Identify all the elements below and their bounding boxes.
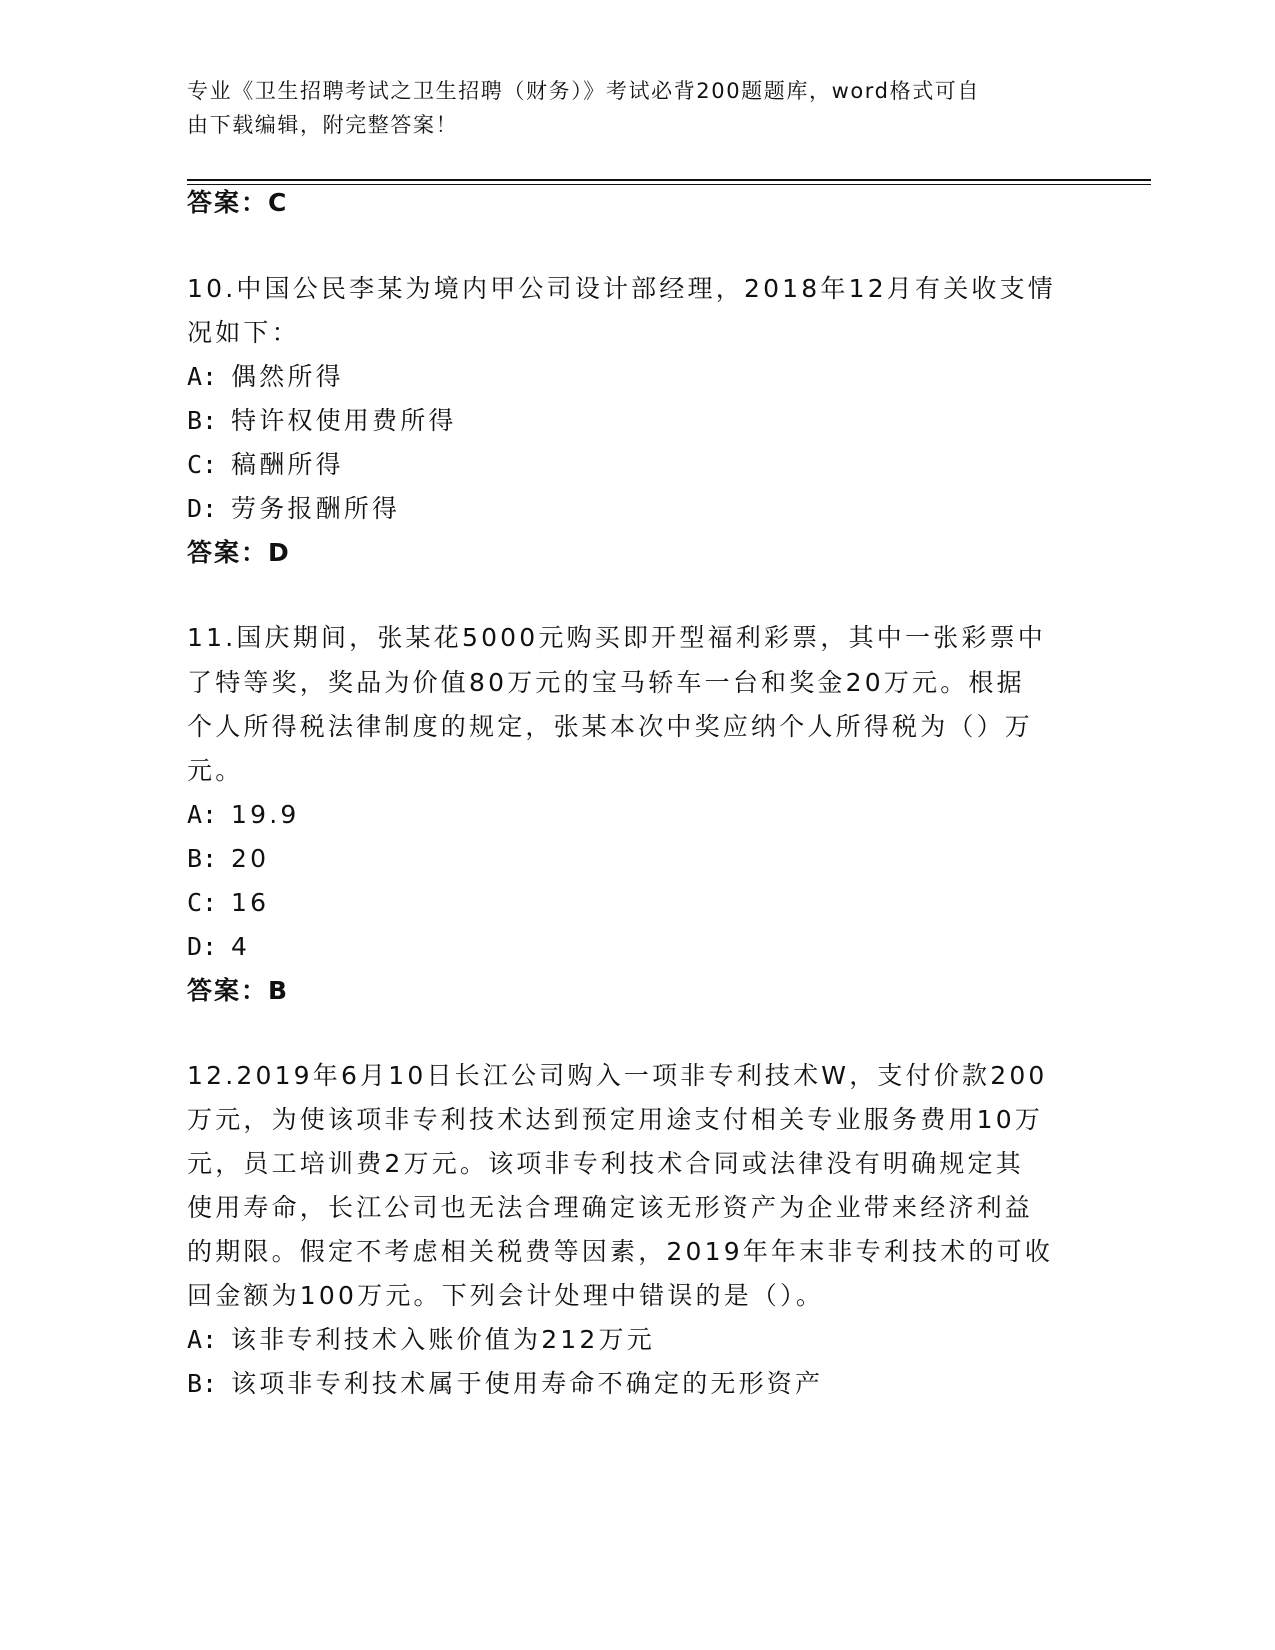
- header-divider-thick: [187, 179, 1151, 181]
- option-text: 16: [231, 888, 270, 917]
- q10-option-b: [187, 403, 457, 439]
- q10-option-d: [187, 491, 400, 527]
- q11-option-c: [187, 885, 269, 921]
- q12-text-line-3: 元，员工培训费2万元。该项非专利技术合同或法律没有明确规定其: [187, 1149, 1024, 1178]
- header-divider-thin: [187, 184, 1151, 185]
- q12-text-line-5: 的期限。假定不考虑相关税费等因素，2019年年末非专利技术的可收: [187, 1237, 1054, 1266]
- q12-text-line-6: 回金额为100万元。下列会计处理中错误的是（）。: [187, 1281, 825, 1310]
- q12-text-line-1: 12.2019年6月10日长江公司购入一项非专利技术W，支付价款200: [187, 1061, 1048, 1090]
- option-letter: A:: [187, 1325, 218, 1354]
- option-letter: D:: [187, 932, 218, 961]
- option-letter: A:: [187, 800, 218, 829]
- option-text: 稿酬所得: [231, 450, 344, 479]
- q12-text-line-4: 使用寿命，长江公司也无法合理确定该无形资产为企业带来经济利益: [187, 1193, 1034, 1222]
- q10-text-line-1: 10.中国公民李某为境内甲公司设计部经理，2018年12月有关收支情: [187, 274, 1056, 303]
- option-letter: A:: [187, 362, 218, 391]
- q11-option-a: [187, 797, 299, 833]
- q11-option-b: [187, 841, 269, 877]
- q11-text-line-2: 了特等奖，奖品为价值80万元的宝马轿车一台和奖金20万元。根据: [187, 668, 1025, 697]
- q11-text-line-4: 元。: [187, 756, 244, 785]
- q12-option-b: [187, 1366, 823, 1402]
- option-text: 偶然所得: [231, 362, 344, 391]
- q11-option-d: [187, 929, 250, 965]
- q11-text-line-3: 个人所得税法律制度的规定，张某本次中奖应纳个人所得税为（）万: [187, 712, 1034, 741]
- option-text: 19.9: [231, 800, 300, 829]
- q10-answer: 答案：D: [187, 538, 291, 567]
- option-letter: C:: [187, 888, 218, 917]
- option-text: 4: [231, 932, 251, 961]
- q10-option-c: [187, 447, 344, 483]
- option-text: 劳务报酬所得: [231, 494, 401, 523]
- q10-option-a: [187, 359, 344, 395]
- option-letter: C:: [187, 450, 218, 479]
- q11-text-line-1: 11.国庆期间，张某花5000元购买即开型福利彩票，其中一张彩票中: [187, 623, 1046, 652]
- q11-answer: 答案：B: [187, 976, 290, 1005]
- q12-text-line-2: 万元，为使该项非专利技术达到预定用途支付相关专业服务费用10万: [187, 1105, 1044, 1134]
- option-text: 该项非专利技术属于使用寿命不确定的无形资产: [231, 1369, 824, 1398]
- option-letter: B:: [187, 844, 218, 873]
- q12-option-a: [187, 1322, 655, 1358]
- answer-previous: 答案：C: [187, 188, 289, 217]
- header-line-1: 专业《卫生招聘考试之卫生招聘（财务）》考试必背200题题库，word格式可自: [187, 79, 980, 103]
- header-line-2: 由下载编辑，附完整答案！: [187, 113, 459, 137]
- option-text: 该非专利技术入账价值为212万元: [231, 1325, 655, 1354]
- option-letter: D:: [187, 494, 218, 523]
- option-text: 特许权使用费所得: [231, 406, 457, 435]
- option-text: 20: [231, 844, 270, 873]
- option-letter: B:: [187, 1369, 218, 1398]
- option-letter: B:: [187, 406, 218, 435]
- q10-text-line-2: 况如下：: [187, 318, 300, 347]
- document-header: [187, 74, 1067, 142]
